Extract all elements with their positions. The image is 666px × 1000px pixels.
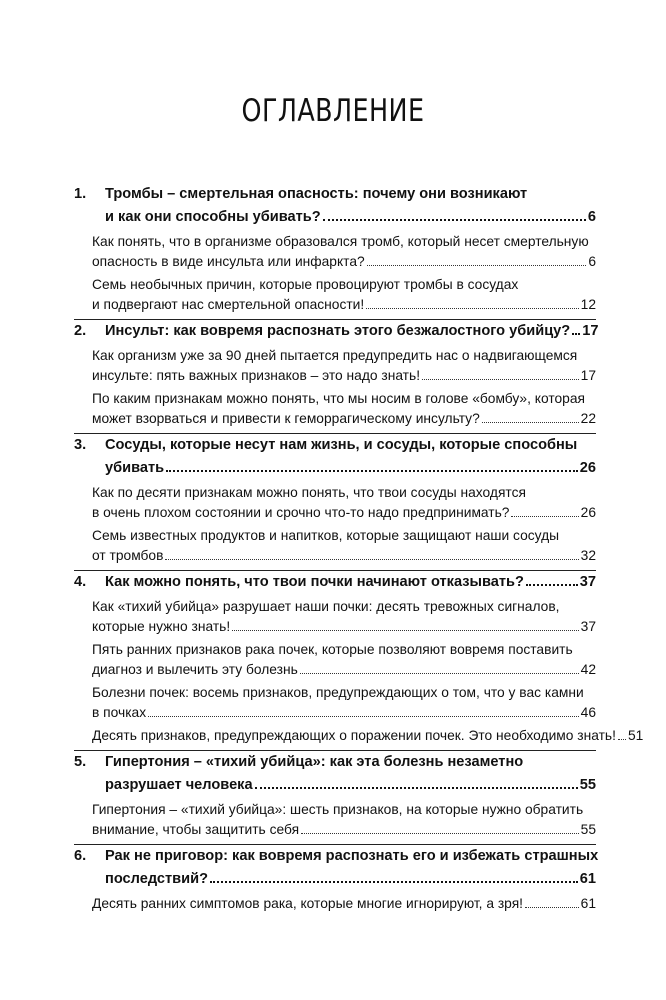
table-of-contents <box>74 183 644 918</box>
page-number: 55 <box>580 822 596 837</box>
chapter-number: 4. <box>74 574 87 590</box>
chapter-number: 1. <box>74 186 87 202</box>
chapter-heading[interactable] <box>74 845 599 891</box>
toc-line-last <box>92 726 644 746</box>
section-entry[interactable] <box>74 683 596 723</box>
entry-text: Десять признаков, предупреждающих о поражении почек. Это необходимо знать! <box>92 728 616 743</box>
entry-text: опасность в виде инсульта или инфаркта? <box>92 254 365 269</box>
page-title: ОГЛАВЛЕНИЕ <box>241 93 425 129</box>
entry-text: диагноз и вылечить эту болезнь <box>92 662 298 677</box>
entry-text: Семь необычных причин, которые провоцируют тромбы в сосудах <box>92 277 519 292</box>
entry-text: Рак не приговор: как вовремя распознать его и избежать страшных <box>105 848 599 864</box>
chapter-6 <box>74 844 599 918</box>
toc-line-last <box>92 546 596 566</box>
entry-text: и как они способны убивать? <box>105 209 321 225</box>
page-number: 51 <box>627 728 644 743</box>
dot-leader <box>511 515 578 517</box>
entry-text: которые нужно знать! <box>92 619 231 634</box>
dot-leader <box>422 378 579 380</box>
chapter-sections <box>74 480 596 570</box>
page-number: 55 <box>579 777 596 793</box>
page-number: 42 <box>580 662 596 677</box>
toc-line-last <box>105 774 596 797</box>
chapter-heading[interactable] <box>74 320 599 343</box>
toc-line <box>92 389 596 409</box>
entry-text: последствий? <box>105 871 209 887</box>
dot-leader <box>301 832 579 834</box>
toc-line <box>105 183 596 206</box>
page-number: 17 <box>582 323 599 339</box>
toc-line-last <box>92 295 596 315</box>
toc-line-last <box>92 252 596 272</box>
chapter-1 <box>74 183 596 319</box>
entry-text: Сосуды, которые несут нам жизнь, и сосуды, которые способны <box>105 437 578 453</box>
toc-line <box>92 640 596 660</box>
dot-leader <box>526 583 578 586</box>
page-number: 6 <box>588 254 596 269</box>
toc-line-last <box>92 894 596 914</box>
toc-line-last <box>92 703 596 723</box>
page-number: 22 <box>580 411 596 426</box>
toc-line <box>92 526 596 546</box>
chapter-heading[interactable] <box>74 751 596 797</box>
toc-line <box>92 683 596 703</box>
dot-leader <box>165 558 578 560</box>
entry-text: Болезни почек: восемь признаков, предупреждающих о том, что у вас камни <box>92 685 584 700</box>
dot-leader <box>525 906 579 908</box>
section-entry[interactable] <box>74 346 596 386</box>
entry-text: от тромбов <box>92 548 164 563</box>
toc-line-last <box>92 660 596 680</box>
dot-leader <box>323 218 586 221</box>
dot-leader <box>572 332 580 335</box>
toc-line <box>92 800 596 820</box>
section-entry[interactable] <box>74 275 596 315</box>
page-number: 37 <box>579 574 596 590</box>
entry-text: Семь известных продуктов и напитков, которые защищают наши сосуды <box>92 528 560 543</box>
toc-line-last <box>105 457 596 480</box>
toc-line <box>92 597 596 617</box>
page-number: 61 <box>579 871 596 887</box>
entry-text: инсульте: пять важных признаков – это надо знать! <box>92 368 421 383</box>
entry-text: Как понять, что в организме образовался тромб, который несет смертельную <box>92 234 589 249</box>
toc-line-last <box>92 366 596 386</box>
chapter-heading[interactable] <box>74 571 596 594</box>
chapter-number: 6. <box>74 848 87 864</box>
toc-line <box>92 483 596 503</box>
page-number: 32 <box>580 548 596 563</box>
entry-text: Инсульт: как вовремя распознать этого безжалостного убийцу? <box>105 323 571 339</box>
chapter-number: 2. <box>74 323 87 339</box>
dot-leader <box>482 421 579 423</box>
toc-line <box>92 232 596 252</box>
entry-text: и подвергают нас смертельной опасности! <box>92 297 365 312</box>
page-number: 17 <box>580 368 596 383</box>
chapter-heading[interactable] <box>74 434 596 480</box>
section-entry[interactable] <box>74 526 596 566</box>
section-entry[interactable] <box>74 640 596 680</box>
entry-text: Как организм уже за 90 дней пытается предупредить нас о надвигающемся <box>92 348 578 363</box>
chapter-sections <box>74 229 596 319</box>
toc-line-last <box>92 820 596 840</box>
page-number: 26 <box>579 460 596 476</box>
toc-line-last <box>92 617 596 637</box>
entry-text: внимание, чтобы защитить себя <box>92 822 300 837</box>
toc-line-last <box>105 868 596 891</box>
page-number: 12 <box>580 297 596 312</box>
dot-leader <box>367 264 587 266</box>
page-number: 46 <box>580 705 596 720</box>
chapter-number: 3. <box>74 437 87 453</box>
section-entry[interactable] <box>74 483 596 523</box>
toc-line-last <box>105 206 596 229</box>
entry-text: в почках <box>92 705 147 720</box>
chapter-sections <box>74 891 596 918</box>
chapter-number: 5. <box>74 754 87 770</box>
entry-text: По каким признакам можно понять, что мы носим в голове «бомбу», которая <box>92 391 585 406</box>
dot-leader <box>300 672 579 674</box>
section-entry[interactable] <box>74 894 596 914</box>
toc-line <box>105 751 596 774</box>
toc-line <box>92 275 596 295</box>
dot-leader <box>166 469 578 472</box>
section-entry[interactable] <box>74 232 596 272</box>
toc-line-last <box>105 571 596 594</box>
page-number: 37 <box>580 619 596 634</box>
entry-text: Как можно понять, что твои почки начинают отказывать? <box>105 574 524 590</box>
toc-line <box>92 346 596 366</box>
chapter-2 <box>74 319 599 433</box>
entry-text: Как по десяти признакам можно понять, что твои сосуды находятся <box>92 485 526 500</box>
toc-line <box>105 434 596 457</box>
chapter-3 <box>74 433 596 570</box>
entry-text: Десять ранних симптомов рака, которые многие игнорируют, а зря! <box>92 896 523 911</box>
chapter-5 <box>74 750 596 844</box>
entry-text: Пять ранних признаков рака почек, которые позволяют вовремя поставить <box>92 642 573 657</box>
dot-leader <box>366 307 578 309</box>
chapter-heading[interactable] <box>74 183 596 229</box>
toc-line-last <box>105 320 599 343</box>
section-entry[interactable] <box>74 597 596 637</box>
toc-line-last <box>92 503 596 523</box>
dot-leader <box>255 786 578 789</box>
entry-text: Как «тихий убийца» разрушает наши почки: десять тревожных сигналов, <box>92 599 560 614</box>
toc-line <box>105 845 599 868</box>
chapter-sections <box>74 797 596 844</box>
chapter-sections <box>74 594 644 750</box>
toc-line-last <box>92 409 596 429</box>
dot-leader <box>148 715 579 717</box>
page-number: 26 <box>580 505 596 520</box>
chapter-4 <box>74 570 644 750</box>
section-entry[interactable] <box>74 800 596 840</box>
chapter-sections <box>74 343 596 433</box>
entry-text: в очень плохом состоянии и срочно что-то надо предпринимать? <box>92 505 510 520</box>
section-entry[interactable] <box>74 389 596 429</box>
dot-leader <box>210 880 578 883</box>
entry-text: разрушает человека <box>105 777 253 793</box>
page-number: 61 <box>580 896 596 911</box>
entry-text: может взорваться и привести к геморрагическому инсульту? <box>92 411 480 426</box>
entry-text: Гипертония – «тихий убийца»: как эта болезнь незаметно <box>105 754 524 770</box>
page-number: 6 <box>587 209 596 225</box>
dot-leader <box>232 629 578 631</box>
entry-text: Тромбы – смертельная опасность: почему они возникают <box>105 186 528 202</box>
section-entry[interactable] <box>74 726 644 746</box>
entry-text: убивать <box>105 460 165 476</box>
dot-leader <box>618 738 626 740</box>
entry-text: Гипертония – «тихий убийца»: шесть признаков, на которые нужно обратить <box>92 802 584 817</box>
